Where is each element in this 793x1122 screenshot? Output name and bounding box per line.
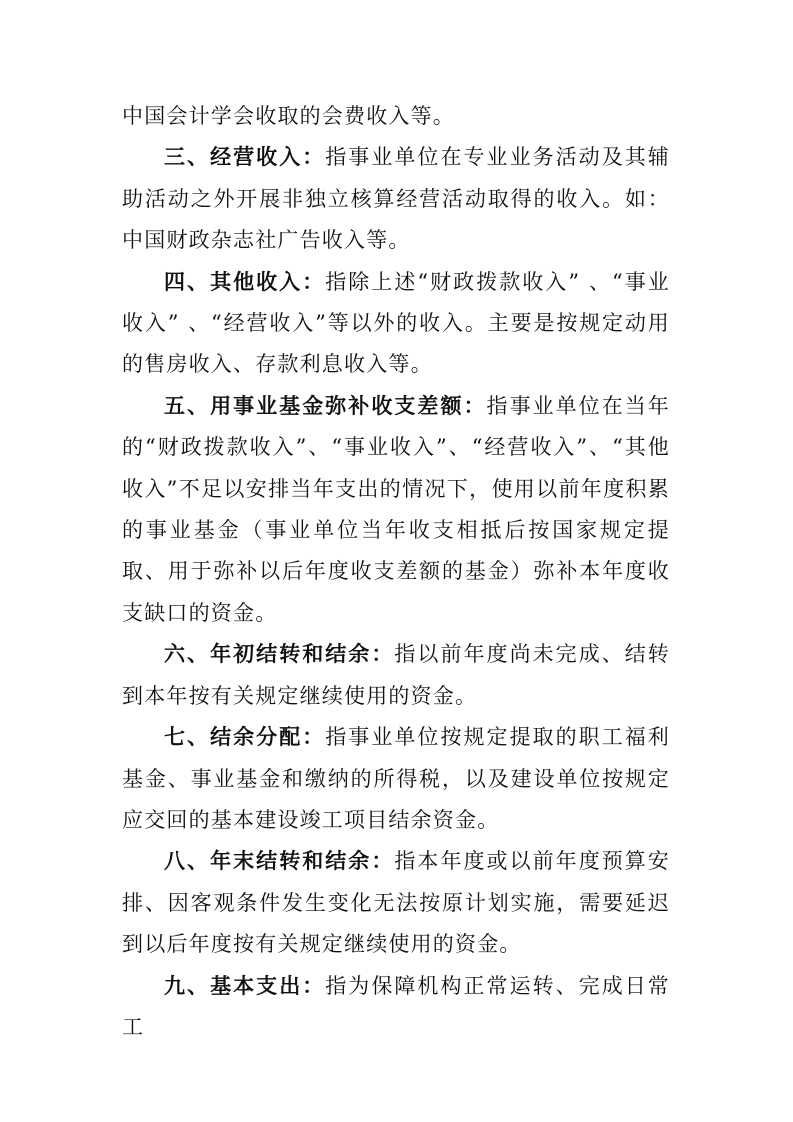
paragraph-text: 指事业单位按规定提取的职工福利基金、事业基金和缴纳的所得税，以及建设单位按规定应交回的基本建设竣工项目结余资金。 [122, 725, 670, 832]
paragraph-text: 指事业单位在当年的“财政拨款收入”、“事业收入”、“经营收入”、“其他收入”不足以安排当年支出的情况下，使用以前年度积累的事业基金（事业单位当年收支相抵后按国家规定提取、用于弥补以后年度收支差额的基金）弥补本年度收支缺口的资金。 [122, 393, 670, 625]
paragraph-membership-fee-continuation [122, 96, 670, 137]
term-heading: 三、经营收入： [164, 145, 326, 170]
term-heading: 九、基本支出： [164, 973, 326, 998]
paragraph-text: 指事业单位在专业业务活动及其辅助活动之外开展非独立核算经营活动取得的收入。如：中国财政杂志社广告收入等。 [122, 145, 670, 253]
term-heading: 六、年初结转和结余： [164, 642, 395, 667]
paragraph-other-income [122, 262, 670, 386]
paragraph-operating-income [122, 137, 670, 261]
paragraph-surplus-distribution [122, 717, 670, 841]
paragraph-text: 指本年度或以前年度预算安排、因客观条件发生变化无法按原计划实施，需要延迟到以后年度按有关规定继续使用的资金。 [122, 849, 671, 957]
paragraph-text: 中国会计学会收取的会费收入等。 [122, 104, 455, 128]
paragraph-basic-expenditure [122, 966, 670, 1049]
document-body [122, 96, 670, 1048]
paragraph-text: 指除上述“财政拨款收入” 、“事业收入” 、“经营收入”等以外的收入。主要是按规定动用的售房收入、存款利息收入等。 [122, 269, 670, 377]
term-heading: 七、结余分配： [164, 725, 326, 750]
term-heading: 八、年末结转和结余： [164, 849, 395, 874]
term-heading: 五、用事业基金弥补收支差额： [164, 393, 487, 418]
paragraph-closing-carryover [122, 841, 670, 965]
paragraph-text: 指为保障机构正常运转、完成日常工 [122, 973, 670, 1039]
paragraph-opening-carryover [122, 634, 670, 717]
paragraph-business-fund-offset [122, 386, 670, 634]
term-heading: 四、其他收入： [164, 269, 326, 294]
paragraph-text: 指以前年度尚未完成、结转到本年按有关规定继续使用的资金。 [122, 642, 671, 708]
